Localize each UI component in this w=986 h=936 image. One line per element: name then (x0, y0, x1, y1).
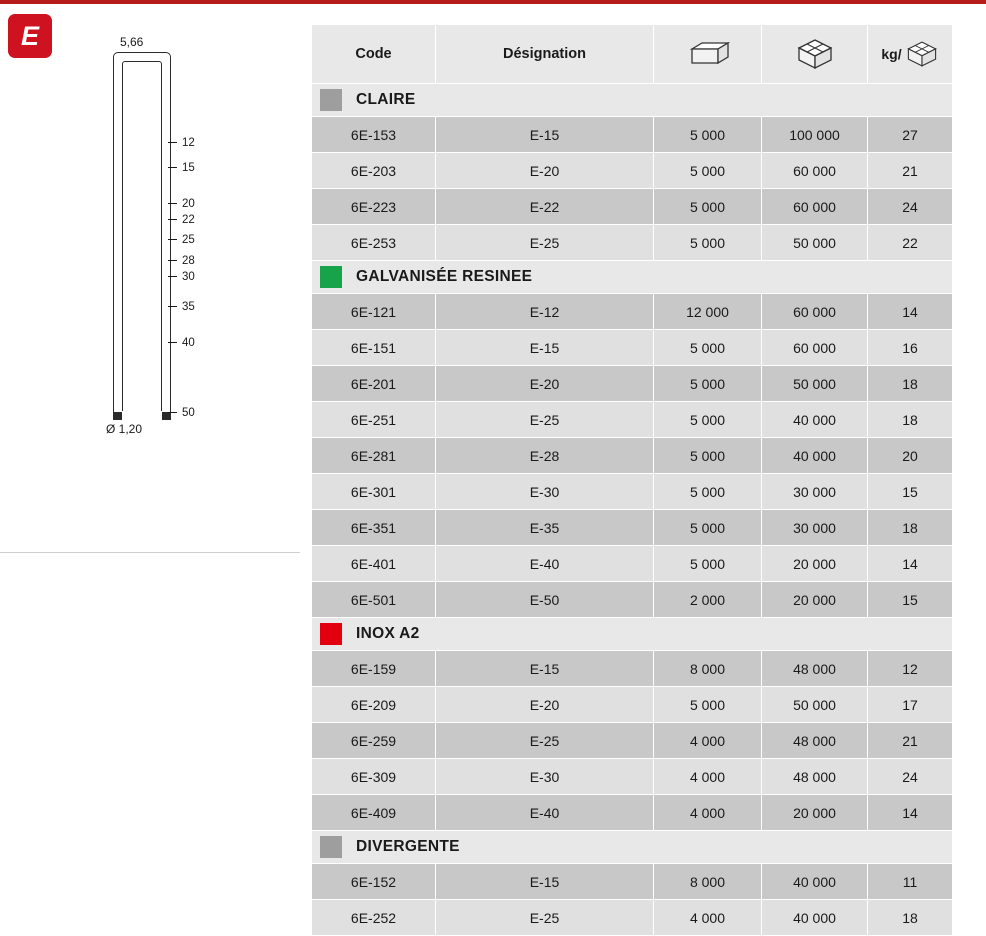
panel-divider (0, 552, 300, 553)
cell-pack-quantity: 40 000 (762, 402, 868, 438)
cell-code: 6E-152 (312, 864, 436, 900)
cell-weight: 24 (868, 189, 953, 225)
cell-weight: 16 (868, 330, 953, 366)
cell-box-quantity: 5 000 (654, 225, 762, 261)
cell-designation: E-22 (436, 189, 654, 225)
cell-pack-quantity: 40 000 (762, 864, 868, 900)
cell-pack-quantity: 20 000 (762, 795, 868, 831)
cell-designation: E-30 (436, 474, 654, 510)
table-row (312, 546, 953, 582)
length-scale (168, 52, 278, 432)
finish-color-swatch (320, 89, 342, 111)
cell-code: 6E-351 (312, 510, 436, 546)
table-row (312, 153, 953, 189)
cell-code: 6E-223 (312, 189, 436, 225)
table-row (312, 474, 953, 510)
cell-designation: E-15 (436, 864, 654, 900)
cell-code: 6E-401 (312, 546, 436, 582)
header-weight-per-pack (868, 25, 953, 84)
cell-pack-quantity: 100 000 (762, 117, 868, 153)
cell-box-quantity: 5 000 (654, 474, 762, 510)
cell-box-quantity: 4 000 (654, 900, 762, 936)
cell-designation: E-15 (436, 117, 654, 153)
cell-designation: E-50 (436, 582, 654, 618)
length-tick: 30 (168, 271, 195, 283)
cell-designation: E-20 (436, 153, 654, 189)
length-tick: 50 (168, 407, 195, 419)
table-row (312, 900, 953, 936)
cell-box-quantity: 5 000 (654, 189, 762, 225)
cell-box-quantity: 5 000 (654, 117, 762, 153)
cell-pack-quantity: 60 000 (762, 153, 868, 189)
cell-box-quantity: 5 000 (654, 330, 762, 366)
cell-pack-quantity: 40 000 (762, 900, 868, 936)
cell-box-quantity: 5 000 (654, 546, 762, 582)
cell-pack-quantity: 60 000 (762, 330, 868, 366)
cell-box-quantity: 5 000 (654, 438, 762, 474)
table-row (312, 687, 953, 723)
table-row (312, 402, 953, 438)
length-tick: 35 (168, 301, 195, 313)
cell-pack-quantity: 40 000 (762, 438, 868, 474)
cell-pack-quantity: 20 000 (762, 582, 868, 618)
finish-group-title: GALVANISÉE RESINEE (356, 268, 533, 285)
cell-weight: 18 (868, 366, 953, 402)
series-badge: E (8, 14, 52, 58)
cell-pack-quantity: 20 000 (762, 546, 868, 582)
cell-pack-quantity: 50 000 (762, 225, 868, 261)
cell-box-quantity: 2 000 (654, 582, 762, 618)
length-tick: 12 (168, 137, 195, 149)
table-row (312, 438, 953, 474)
length-tick: 25 (168, 234, 195, 246)
cell-weight: 18 (868, 510, 953, 546)
table-row (312, 864, 953, 900)
cell-code: 6E-251 (312, 402, 436, 438)
header-code: Code (312, 25, 436, 84)
cell-box-quantity: 5 000 (654, 366, 762, 402)
cell-weight: 15 (868, 582, 953, 618)
cell-code: 6E-259 (312, 723, 436, 759)
cell-weight: 22 (868, 225, 953, 261)
header-box-quantity (654, 25, 762, 84)
table-row (312, 366, 953, 402)
table-row (312, 795, 953, 831)
cell-pack-quantity: 50 000 (762, 687, 868, 723)
cell-weight: 11 (868, 864, 953, 900)
cell-designation: E-25 (436, 723, 654, 759)
table-body (312, 84, 953, 936)
cell-pack-quantity: 48 000 (762, 759, 868, 795)
finish-group-title: CLAIRE (356, 91, 416, 108)
cell-code: 6E-409 (312, 795, 436, 831)
cell-box-quantity: 4 000 (654, 759, 762, 795)
cell-designation: E-40 (436, 795, 654, 831)
length-tick: 15 (168, 162, 195, 174)
staple-icon (113, 52, 173, 420)
cell-box-quantity: 4 000 (654, 795, 762, 831)
table-row (312, 294, 953, 330)
finish-color-swatch (320, 266, 342, 288)
cell-code: 6E-151 (312, 330, 436, 366)
table-row (312, 759, 953, 795)
cell-pack-quantity: 60 000 (762, 189, 868, 225)
cell-code: 6E-252 (312, 900, 436, 936)
cell-weight: 14 (868, 294, 953, 330)
cell-designation: E-25 (436, 225, 654, 261)
cell-designation: E-15 (436, 330, 654, 366)
cell-weight: 14 (868, 546, 953, 582)
cell-weight: 15 (868, 474, 953, 510)
cell-designation: E-28 (436, 438, 654, 474)
length-tick: 28 (168, 255, 195, 267)
box-icon (655, 41, 760, 67)
table-row (312, 651, 953, 687)
cell-weight: 12 (868, 651, 953, 687)
carton-icon (905, 40, 939, 68)
cell-weight: 27 (868, 117, 953, 153)
cell-designation: E-20 (436, 687, 654, 723)
cell-code: 6E-253 (312, 225, 436, 261)
table-row (312, 225, 953, 261)
table-row (312, 117, 953, 153)
cell-code: 6E-501 (312, 582, 436, 618)
cell-designation: E-12 (436, 294, 654, 330)
table-group-header (312, 618, 953, 651)
cell-weight: 18 (868, 900, 953, 936)
cell-box-quantity: 5 000 (654, 153, 762, 189)
header-designation: Désignation (436, 25, 654, 84)
header-pack-quantity (762, 25, 868, 84)
cell-weight: 21 (868, 723, 953, 759)
table-row (312, 189, 953, 225)
table-group-header (312, 831, 953, 864)
cell-designation: E-15 (436, 651, 654, 687)
table-group-header (312, 261, 953, 294)
cell-designation: E-25 (436, 402, 654, 438)
cell-box-quantity: 8 000 (654, 864, 762, 900)
cell-pack-quantity: 30 000 (762, 510, 868, 546)
cell-code: 6E-121 (312, 294, 436, 330)
length-tick: 40 (168, 337, 195, 349)
finish-group-title: INOX A2 (356, 625, 420, 642)
table-row (312, 582, 953, 618)
cell-designation: E-35 (436, 510, 654, 546)
cell-code: 6E-281 (312, 438, 436, 474)
finish-color-swatch (320, 623, 342, 645)
table-row (312, 330, 953, 366)
table-row (312, 723, 953, 759)
wire-diameter-dimension: Ø 1,20 (106, 422, 143, 436)
cell-code: 6E-201 (312, 366, 436, 402)
cell-designation: E-30 (436, 759, 654, 795)
carton-icon (763, 38, 866, 70)
table-group-header (312, 84, 953, 117)
crown-width-dimension: 5,66 (120, 35, 144, 49)
cell-weight: 17 (868, 687, 953, 723)
cell-code: 6E-301 (312, 474, 436, 510)
header-kg-label: kg/ (881, 46, 902, 62)
cell-weight: 24 (868, 759, 953, 795)
cell-designation: E-20 (436, 366, 654, 402)
cell-weight: 20 (868, 438, 953, 474)
specification-table (311, 24, 953, 936)
cell-pack-quantity: 60 000 (762, 294, 868, 330)
cell-pack-quantity: 30 000 (762, 474, 868, 510)
cell-weight: 14 (868, 795, 953, 831)
cell-box-quantity: 12 000 (654, 294, 762, 330)
cell-code: 6E-159 (312, 651, 436, 687)
cell-pack-quantity: 50 000 (762, 366, 868, 402)
finish-color-swatch (320, 836, 342, 858)
cell-pack-quantity: 48 000 (762, 651, 868, 687)
finish-group-title: DIVERGENTE (356, 838, 460, 855)
cell-weight: 21 (868, 153, 953, 189)
table-header-row (312, 25, 953, 84)
cell-box-quantity: 8 000 (654, 651, 762, 687)
specification-table-wrapper (311, 24, 952, 936)
cell-box-quantity: 5 000 (654, 402, 762, 438)
cell-designation: E-25 (436, 900, 654, 936)
cell-box-quantity: 5 000 (654, 510, 762, 546)
cell-box-quantity: 5 000 (654, 687, 762, 723)
cell-code: 6E-309 (312, 759, 436, 795)
length-tick: 22 (168, 214, 195, 226)
cell-code: 6E-203 (312, 153, 436, 189)
product-illustration-panel (0, 4, 300, 879)
cell-box-quantity: 4 000 (654, 723, 762, 759)
length-tick: 20 (168, 198, 195, 210)
cell-pack-quantity: 48 000 (762, 723, 868, 759)
cell-code: 6E-209 (312, 687, 436, 723)
cell-code: 6E-153 (312, 117, 436, 153)
table-row (312, 510, 953, 546)
cell-weight: 18 (868, 402, 953, 438)
cell-designation: E-40 (436, 546, 654, 582)
